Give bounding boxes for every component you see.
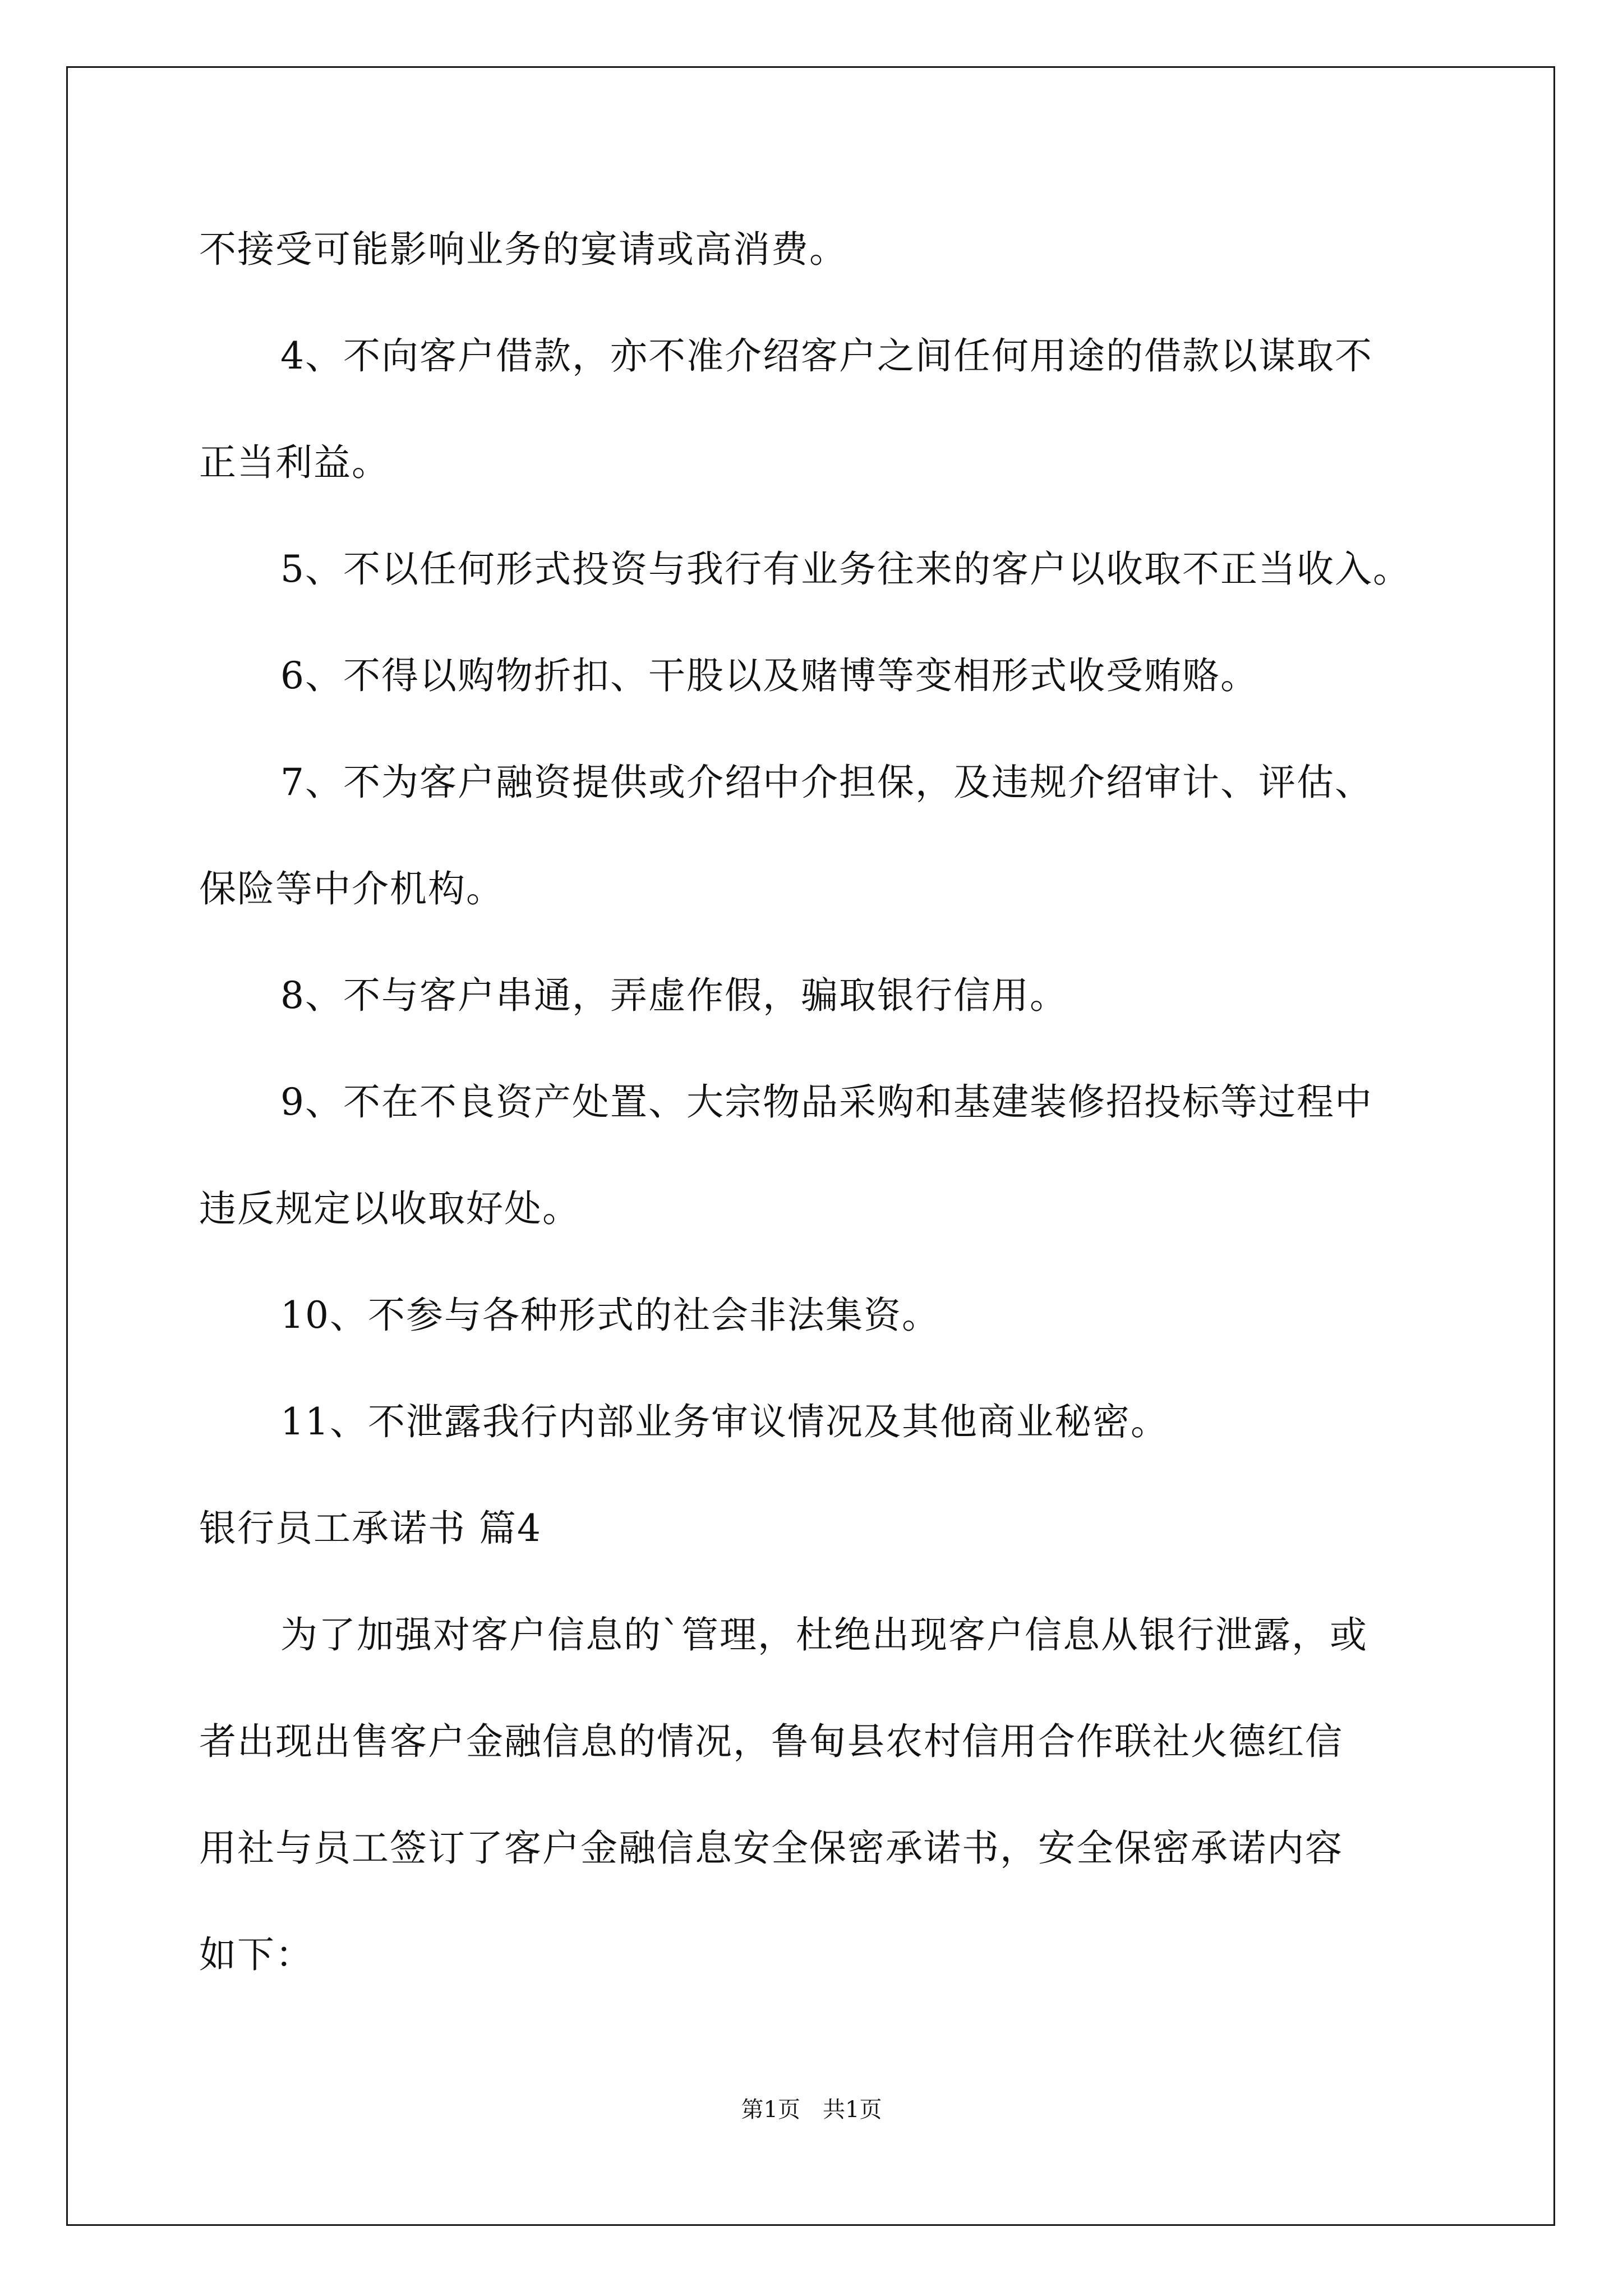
page-border: [66, 66, 1555, 2226]
paragraph-line: 如下：: [199, 1933, 313, 1976]
paragraph-line: 为了加强对客户信息的`管理，杜绝出现客户信息从银行泄露，或: [280, 1613, 1368, 1657]
paragraph-line: 11、不泄露我行内部业务审议情况及其他商业秘密。: [280, 1400, 1169, 1443]
paragraph-line: 不接受可能影响业务的宴请或高消费。: [199, 228, 847, 271]
paragraph-line: 违反规定以收取好处。: [199, 1187, 580, 1230]
paragraph-line: 8、不与客户串通，弄虚作假，骗取银行信用。: [280, 974, 1068, 1017]
paragraph-line: 5、不以任何形式投资与我行有业务往来的客户以收取不正当收入。: [280, 547, 1411, 591]
paragraph-line: 6、不得以购物折扣、干股以及赌博等变相形式收受贿赂。: [280, 654, 1258, 697]
paragraph-line: 者出现出售客户金融信息的情况，鲁甸县农村信用合作联社火德红信: [199, 1720, 1343, 1763]
section-heading: 银行员工承诺书 篇4: [199, 1507, 542, 1550]
page-footer: 第1页 共1页: [741, 2097, 882, 2123]
paragraph-line: 正当利益。: [199, 441, 390, 484]
paragraph-line: 7、不为客户融资提供或介绍中介担保，及违规介绍审计、评估、: [280, 761, 1373, 804]
paragraph-line: 用社与员工签订了客户金融信息安全保密承诺书，安全保密承诺内容: [199, 1826, 1343, 1870]
paragraph-line: 10、不参与各种形式的社会非法集资。: [280, 1294, 940, 1337]
paragraph-line: 保险等中介机构。: [199, 867, 504, 910]
paragraph-line: 4、不向客户借款，亦不准介绍客户之间任何用途的借款以谋取不: [280, 334, 1373, 378]
paragraph-line: 9、不在不良资产处置、大宗物品采购和基建装修招投标等过程中: [280, 1080, 1373, 1124]
